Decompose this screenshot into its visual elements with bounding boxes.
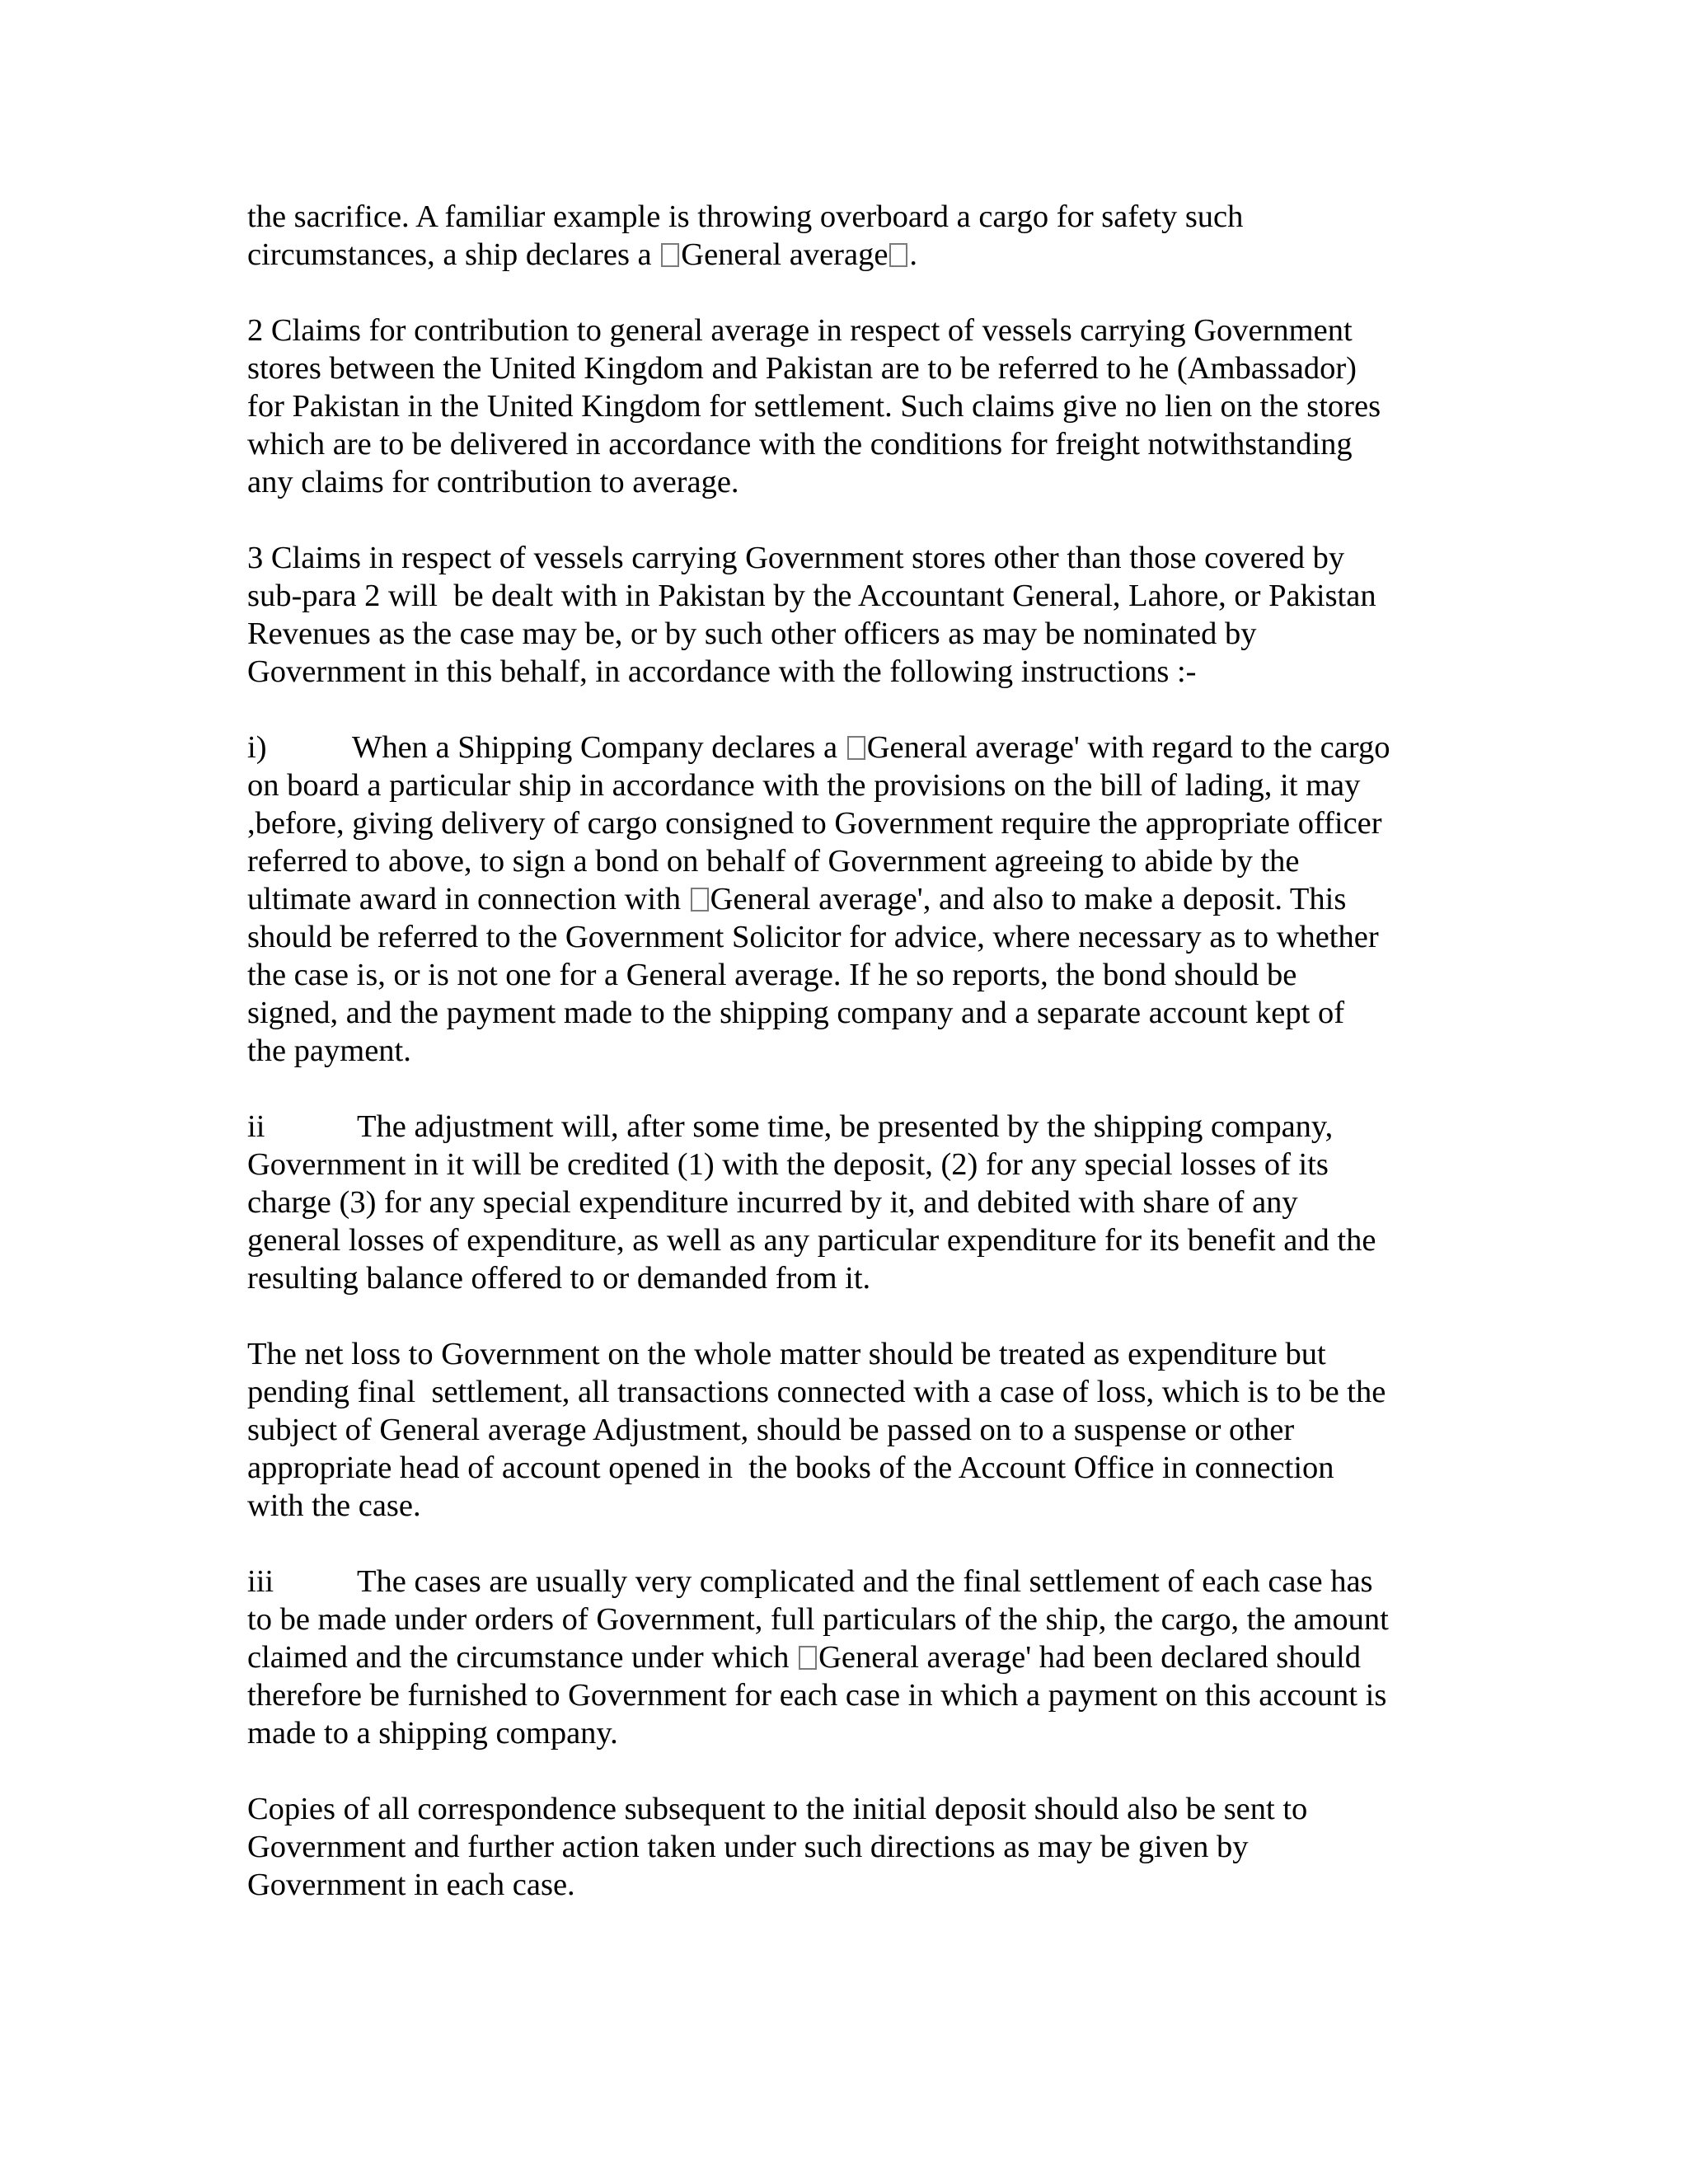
- list-item-text: The cases are usually very complicated and the final settlement of each case has: [357, 1564, 1373, 1599]
- missing-glyph-box: [799, 1646, 817, 1670]
- missing-glyph-box: [661, 243, 679, 267]
- text-line: therefore be furnished to Government for each case in which a payment on this account is: [247, 1678, 1387, 1713]
- missing-glyph-box: [889, 243, 907, 267]
- text-line: claimed and the circumstance under which General average' had been declared should: [247, 1640, 1361, 1675]
- text-line: subject of General average Adjustment, should be passed on to a suspense or other: [247, 1413, 1295, 1447]
- paragraph-copies: [247, 1790, 1451, 1904]
- list-marker: ii: [247, 1109, 265, 1144]
- text-line: the payment.: [247, 1033, 411, 1068]
- document-page: [247, 198, 1451, 1942]
- text-line: stores between the United Kingdom and Pakistan are to be referred to he (Ambassador): [247, 351, 1357, 386]
- text-line: circumstances, a ship declares a General average .: [247, 237, 918, 272]
- text-line: general losses of expenditure, as well as any particular expenditure for its benefit and the: [247, 1223, 1376, 1258]
- list-marker: iii: [247, 1564, 274, 1599]
- text-line: pending final settlement, all transactions connected with a case of loss, which is to be the: [247, 1375, 1386, 1409]
- text-line: which are to be delivered in accordance with the conditions for freight notwithstanding: [247, 427, 1353, 462]
- text-line: resulting balance offered to or demanded from it.: [247, 1261, 871, 1296]
- text-line: with the case.: [247, 1488, 421, 1523]
- text-line: on board a particular ship in accordance with the provisions on the bill of lading, it may: [247, 768, 1361, 803]
- text-line: to be made under orders of Government, full particulars of the ship, the cargo, the amount: [247, 1602, 1389, 1637]
- text-line: 3 Claims in respect of vessels carrying Government stores other than those covered by: [247, 541, 1345, 575]
- text-line: made to a shipping company.: [247, 1716, 618, 1750]
- text-line: [247, 729, 1451, 766]
- list-item-i: [247, 729, 1451, 1070]
- text-line: Government and further action taken under such directions as may be given by: [247, 1830, 1249, 1864]
- text-line: ultimate award in connection with General average', and also to make a deposit. This: [247, 882, 1347, 916]
- list-item-text: When a Shipping Company declares a General average' with regard to the cargo: [352, 730, 1390, 765]
- missing-glyph-box: [691, 888, 709, 912]
- text-line: appropriate head of account opened in the books of the Account Office in connection: [247, 1451, 1334, 1485]
- paragraph-3: [247, 539, 1451, 691]
- text-line: [247, 1108, 1451, 1146]
- list-item-iii: [247, 1563, 1451, 1752]
- list-item-ii: [247, 1108, 1451, 1297]
- text-line: the sacrifice. A familiar example is throwing overboard a cargo for safety such: [247, 199, 1244, 234]
- list-item-text: The adjustment will, after some time, be presented by the shipping company,: [357, 1109, 1334, 1144]
- text-line: Revenues as the case may be, or by such other officers as may be nominated by: [247, 616, 1257, 651]
- text-line: Government in this behalf, in accordance with the following instructions :-: [247, 654, 1197, 689]
- paragraph-net-loss: [247, 1335, 1451, 1525]
- text-line: [247, 1563, 1451, 1601]
- text-line: referred to above, to sign a bond on behalf of Government agreeing to abide by the: [247, 844, 1300, 879]
- text-line: 2 Claims for contribution to general average in respect of vessels carrying Government: [247, 313, 1353, 348]
- text-line: Copies of all correspondence subsequent to the initial deposit should also be sent to: [247, 1792, 1308, 1826]
- paragraph-intro-continued: [247, 198, 1451, 274]
- missing-glyph-box: [847, 736, 865, 760]
- text-line: should be referred to the Government Solicitor for advice, where necessary as to whether: [247, 920, 1379, 954]
- text-line: Government in each case.: [247, 1868, 575, 1902]
- text-line: signed, and the payment made to the shipping company and a separate account kept of: [247, 996, 1345, 1030]
- text-line: the case is, or is not one for a General average. If he so reports, the bond should be: [247, 958, 1297, 992]
- text-line: any claims for contribution to average.: [247, 465, 739, 499]
- text-line: The net loss to Government on the whole matter should be treated as expenditure but: [247, 1337, 1326, 1371]
- text-line: charge (3) for any special expenditure incurred by it, and debited with share of any: [247, 1185, 1298, 1220]
- text-line: ,before, giving delivery of cargo consigned to Government require the appropriate officer: [247, 806, 1382, 841]
- paragraph-2: [247, 312, 1451, 501]
- text-line: for Pakistan in the United Kingdom for settlement. Such claims give no lien on the stores: [247, 389, 1381, 424]
- text-line: sub-para 2 will be dealt with in Pakistan by the Accountant General, Lahore, or Pakistan: [247, 579, 1376, 613]
- text-line: Government in it will be credited (1) with the deposit, (2) for any special losses of its: [247, 1147, 1329, 1182]
- list-marker: i): [247, 730, 267, 765]
